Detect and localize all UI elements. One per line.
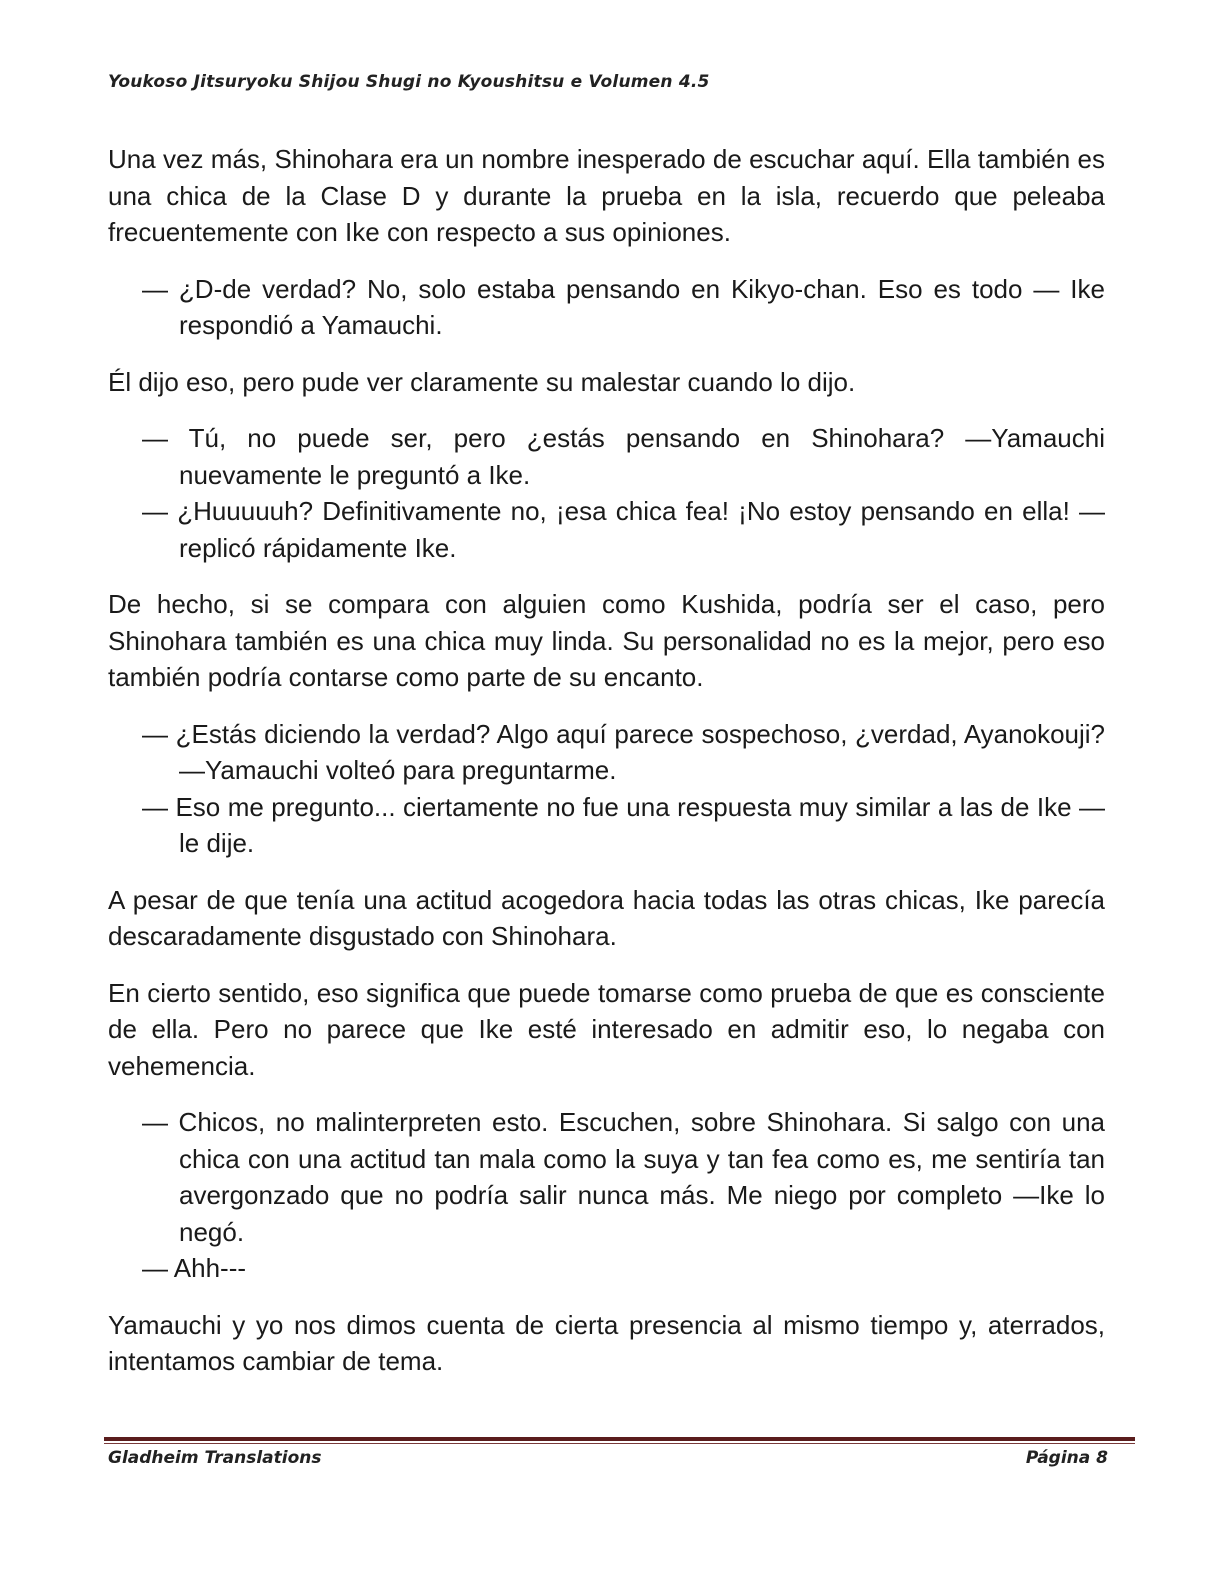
paragraph: En cierto sentido, eso significa que puede tomarse como prueba de que es consciente de ella. Pero no parece que Ike esté interesado en admitir eso, lo negaba con vehemencia. <box>108 977 1105 1081</box>
paragraph: Él dijo eso, pero pude ver claramente su malestar cuando lo dijo. <box>108 366 856 397</box>
dialogue-line: — ¿Huuuuuh? Definitivamente no, ¡esa chica fea! ¡No estoy pensando en ella! —replicó rápidamente Ike. <box>142 496 1105 563</box>
dialogue-line: — ¿D-de verdad? No, solo estaba pensando en Kikyo-chan. Eso es todo — Ike respondió a Yamauchi. <box>142 273 1105 340</box>
dialogue-line: — Ahh--- <box>142 1253 247 1283</box>
dialogue-block <box>108 271 1105 344</box>
paragraph: Yamauchi y yo nos dimos cuenta de cierta presencia al mismo tiempo y, aterrados, intentamos cambiar de tema. <box>108 1309 1105 1376</box>
dialogue-block <box>108 1104 1105 1287</box>
dialogue-line: — ¿Estás diciendo la verdad? Algo aquí parece sospechoso, ¿verdad, Ayanokouji? —Yamauchi volteó para preguntarme. <box>142 718 1105 785</box>
dialogue-block <box>108 420 1105 566</box>
body-text <box>108 141 1105 1400</box>
running-footer <box>108 1448 1108 1468</box>
footer-divider-thin <box>104 1443 1135 1444</box>
paragraph: A pesar de que tenía una actitud acogedora hacia todas las otras chicas, Ike parecía descaradamente disgustado con Shinohara. <box>108 884 1105 951</box>
dialogue-block <box>108 716 1105 862</box>
footer-publisher: Gladheim Translations <box>108 1448 322 1468</box>
paragraph: Una vez más, Shinohara era un nombre inesperado de escuchar aquí. Ella también es una chica de la Clase D y durante la prueba en la isla, recuerdo que peleaba frecuentemente con Ike con respecto a sus opiniones. <box>108 144 1105 247</box>
paragraph: De hecho, si se compara con alguien como Kushida, podría ser el caso, pero Shinohara también es una chica muy linda. Su personalidad no es la mejor, pero eso también podría contarse como parte de su encanto. <box>108 589 1105 692</box>
dialogue-line: — Tú, no puede ser, pero ¿estás pensando en Shinohara? —Yamauchi nuevamente le preguntó a Ike. <box>142 423 1105 490</box>
running-header: Youkoso Jitsuryoku Shijou Shugi no Kyoushitsu e Volumen 4.5 <box>108 72 710 92</box>
dialogue-line: — Chicos, no malinterpreten esto. Escuchen, sobre Shinohara. Si salgo con una chica con una actitud tan mala como la suya y tan fea como es, me sentiría tan avergonzado que no podría salir nunca más. Me niego por completo —Ike lo negó. <box>142 1107 1105 1247</box>
dialogue-line: — Eso me pregunto... ciertamente no fue una respuesta muy similar a las de Ike —le dije. <box>142 791 1105 858</box>
page-number: Página 8 <box>1025 1448 1108 1468</box>
